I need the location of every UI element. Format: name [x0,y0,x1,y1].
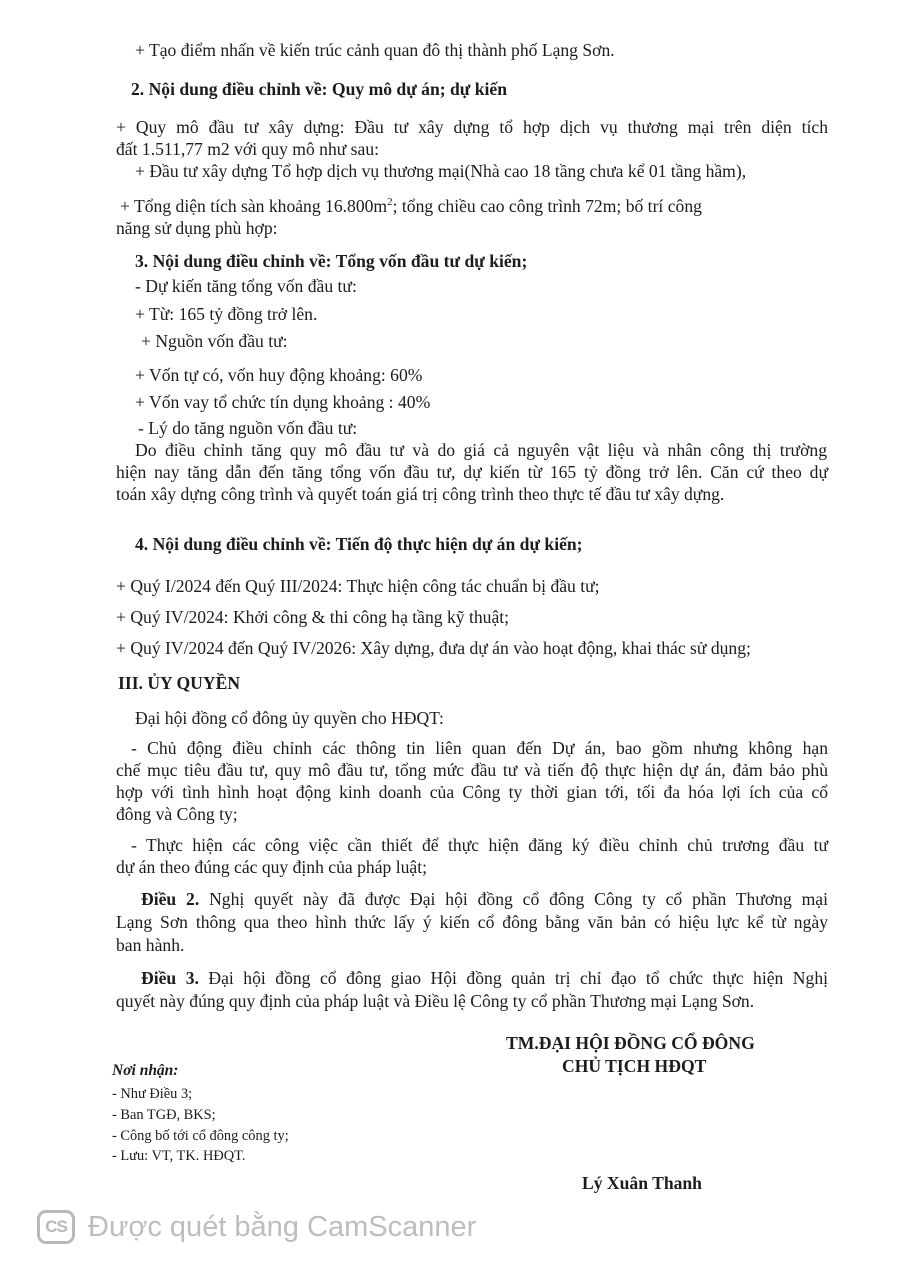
article-2-label: Điều 2. [141,889,200,909]
camscanner-watermark: Được quét bằng CamScanner [88,1211,477,1243]
signature-title-1: TM.ĐẠI HỘI ĐỒNG CỔ ĐÔNG [506,1033,755,1053]
recipient-item: - Công bố tới cổ đông công ty; [112,1128,289,1144]
reason-line-1: Do điều chỉnh tăng quy mô đầu tư và do giá cả nguyên vật liệu và nhân công thị trường [135,440,827,460]
article-3-line-2: quyết này đúng quy định của pháp luật và Điều lệ Công ty cổ phần Thương mại Lạng Sơn. [116,991,755,1011]
authorization-bullet-1-line-4: đông và Công ty; [116,804,238,824]
article-2-line-3: ban hành. [116,935,185,955]
authorization-bullet-2-line-2: dự án theo đúng các quy định của pháp luật; [116,857,427,877]
floor-area-line-2: năng sử dụng phù hợp: [116,218,278,238]
bullet-landscape: + Tạo điểm nhấn về kiến trúc cảnh quan đô thị thành phố Lạng Sơn. [135,40,615,60]
schedule-item: + Quý IV/2024: Khởi công & thi công hạ tầng kỹ thuật; [116,607,510,627]
article-3-label: Điều 3. [141,968,199,988]
building-line: + Đầu tư xây dựng Tổ hợp dịch vụ thương mại(Nhà cao 18 tầng chưa kể 01 tầng hầm), [135,161,747,181]
reason-line-2: hiện nay tăng dẫn đến tăng tổng vốn đầu tư, dự kiến từ 165 tỷ đồng trở lên. Căn cứ theo dự [116,462,828,482]
article-2-line-2: Lạng Sơn thông qua theo hình thức lấy ý kiến cổ đông bằng văn bản có hiệu lực kể từ ngày [116,912,828,932]
signer-name: Lý Xuân Thanh [582,1173,702,1193]
article-2-line-1 [141,888,828,910]
article-2-text: Nghị quyết này đã được Đại hội đồng cổ đông Công ty cổ phần Thương mại [199,889,828,909]
article-3-line-1 [141,967,828,989]
capital-item: + Nguồn vốn đầu tư: [141,331,288,351]
recipients-title: Nơi nhận: [112,1062,179,1079]
authorization-bullet-2-line-1: - Thực hiện các công việc cần thiết để thực hiện đăng ký điều chỉnh chủ trương đầu tư [131,835,828,855]
signature-title-2: CHỦ TỊCH HĐQT [562,1056,707,1076]
floor-area-rest: ; tổng chiều cao công trình 72m; bố trí công [392,196,702,216]
capital-item: + Từ: 165 tỷ đồng trở lên. [135,304,318,324]
reason-line-3: toán xây dựng công trình và quyết toán giá trị công trình theo thực tế đầu tư xây dựng. [116,484,725,504]
camscanner-logo-icon: CS [37,1210,75,1244]
heading-section-3: 3. Nội dung điều chỉnh về: Tổng vốn đầu tư dự kiến; [135,251,528,271]
recipient-item: - Như Điều 3; [112,1086,193,1102]
capital-item: - Lý do tăng nguồn vốn đầu tư: [138,418,358,438]
schedule-item: + Quý IV/2024 đến Quý IV/2026: Xây dựng, đưa dự án vào hoạt động, khai thác sử dụng; [116,638,751,658]
scale-line-2: đất 1.511,77 m2 với quy mô như sau: [116,139,380,159]
recipient-item: - Lưu: VT, TK. HĐQT. [112,1148,246,1164]
capital-item: + Vốn tự có, vốn huy động khoảng: 60% [135,365,423,385]
floor-area-line-1 [120,195,702,217]
authorization-bullet-1-line-2: chế mục tiêu đầu tư, quy mô đầu tư, tổng mức đầu tư và tiến độ thực hiện dự án, đảm bảo phù [116,760,828,780]
authorization-intro: Đại hội đồng cổ đông ủy quyền cho HĐQT: [135,708,444,728]
heading-section-4: 4. Nội dung điều chỉnh về: Tiến độ thực hiện dự án dự kiến; [135,534,583,554]
heading-authorization: III. ỦY QUYỀN [118,673,241,693]
recipient-item: - Ban TGĐ, BKS; [112,1107,216,1123]
capital-item: - Dự kiến tăng tổng vốn đầu tư: [135,276,357,296]
authorization-bullet-1-line-3: hợp với tình hình hoạt động kinh doanh của Công ty thời gian tới, tối đa hóa lợi ích của cổ [116,782,828,802]
floor-area-superscript: 2 [387,196,393,209]
schedule-item: + Quý I/2024 đến Quý III/2024: Thực hiện công tác chuẩn bị đầu tư; [116,576,600,596]
heading-section-2: 2. Nội dung điều chỉnh về: Quy mô dự án; dự kiến [131,79,508,99]
authorization-bullet-1-line-1: - Chủ động điều chỉnh các thông tin liên quan đến Dự án, bao gồm nhưng không hạn [131,738,828,758]
article-3-text: Đại hội đồng cổ đông giao Hội đồng quản trị chỉ đạo tổ chức thực hiện Nghị [198,968,828,988]
floor-area-text: + Tổng diện tích sàn khoảng 16.800m [120,196,388,216]
scale-line-1: + Quy mô đầu tư xây dựng: Đầu tư xây dựng tổ hợp dịch vụ thương mại trên diện tích [116,117,828,137]
capital-item: + Vốn vay tổ chức tín dụng khoảng : 40% [135,392,431,412]
